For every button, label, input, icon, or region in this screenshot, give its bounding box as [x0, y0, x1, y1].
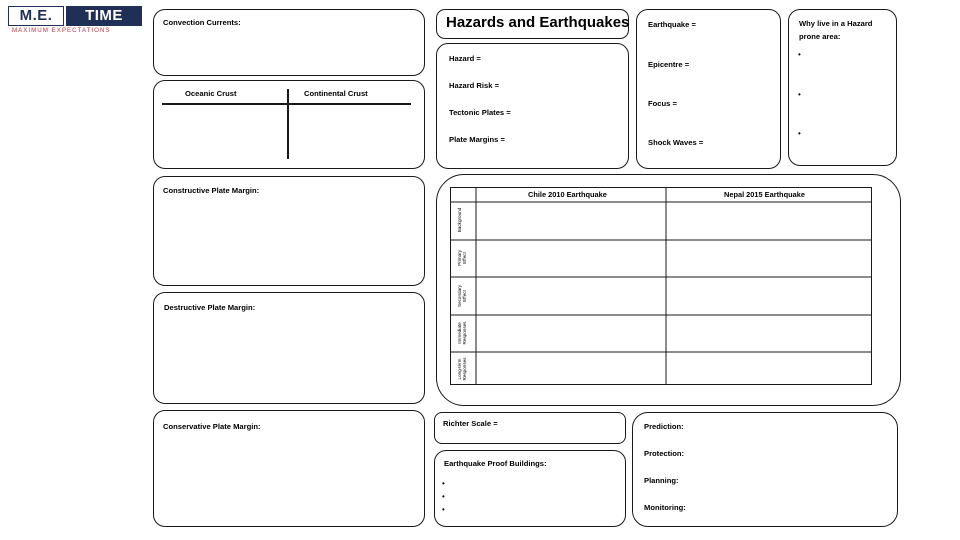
why-live-bullet: •: [798, 90, 801, 99]
plate-margins-label: Plate Margins =: [449, 135, 505, 144]
focus-label: Focus =: [648, 99, 677, 108]
row-label-immediate-responses: Immediate Responses: [457, 321, 467, 345]
why-live-bullet: •: [798, 129, 801, 138]
why-live-bullet: •: [798, 50, 801, 59]
case-study-table: [450, 187, 872, 385]
me-time-logo: [8, 6, 142, 26]
row-label-long-term-responses: Long-term Responses: [457, 357, 467, 381]
logo-tagline: MAXIMUM EXPECTATIONS: [12, 27, 111, 34]
logo-time-text: TIME: [66, 6, 142, 26]
page-title: Hazards and Earthquakes: [446, 14, 630, 31]
protection-label: Protection:: [644, 449, 685, 458]
epicentre-label: Epicentre =: [648, 60, 690, 69]
row-label-secondary-effect: Secondary Effect: [457, 285, 467, 307]
hazard-label: Hazard =: [449, 54, 481, 63]
monitoring-label: Monitoring:: [644, 503, 686, 512]
row-label-primary-effect: Primary Effect: [457, 250, 467, 266]
crust-table-divider: [287, 89, 289, 159]
oceanic-crust-header: Oceanic Crust: [185, 89, 237, 98]
richter-scale-box: [434, 412, 626, 444]
chile-column-header: Chile 2010 Earthquake: [528, 190, 607, 199]
planning-label: Planning:: [644, 476, 679, 485]
tectonic-plates-label: Tectonic Plates =: [449, 108, 511, 117]
why-live-label-line2: prone area:: [799, 32, 841, 41]
buildings-bullet: •: [442, 492, 445, 501]
nepal-column-header: Nepal 2015 Earthquake: [724, 190, 805, 199]
hazard-risk-label: Hazard Risk =: [449, 81, 500, 90]
row-label-background: Background: [457, 207, 462, 233]
destructive-margin-label: Destructive Plate Margin:: [164, 303, 256, 312]
buildings-bullet: •: [442, 479, 445, 488]
prediction-label: Prediction:: [644, 422, 684, 431]
logo-me-text: M.E.: [8, 6, 64, 26]
earthquake-proof-buildings-label: Earthquake Proof Buildings:: [444, 459, 547, 468]
convection-currents-label: Convection Currents:: [163, 18, 241, 27]
shock-waves-label: Shock Waves =: [648, 138, 704, 147]
conservative-margin-label: Conservative Plate Margin:: [163, 422, 261, 431]
buildings-bullet: •: [442, 505, 445, 514]
earthquake-label: Earthquake =: [648, 20, 696, 29]
why-live-label-line1: Why live in a Hazard: [799, 19, 873, 28]
constructive-margin-label: Constructive Plate Margin:: [163, 186, 260, 195]
continental-crust-header: Continental Crust: [304, 89, 368, 98]
richter-scale-label: Richter Scale =: [443, 419, 498, 428]
table-border: [451, 188, 872, 385]
case-study-grid: [450, 187, 872, 385]
